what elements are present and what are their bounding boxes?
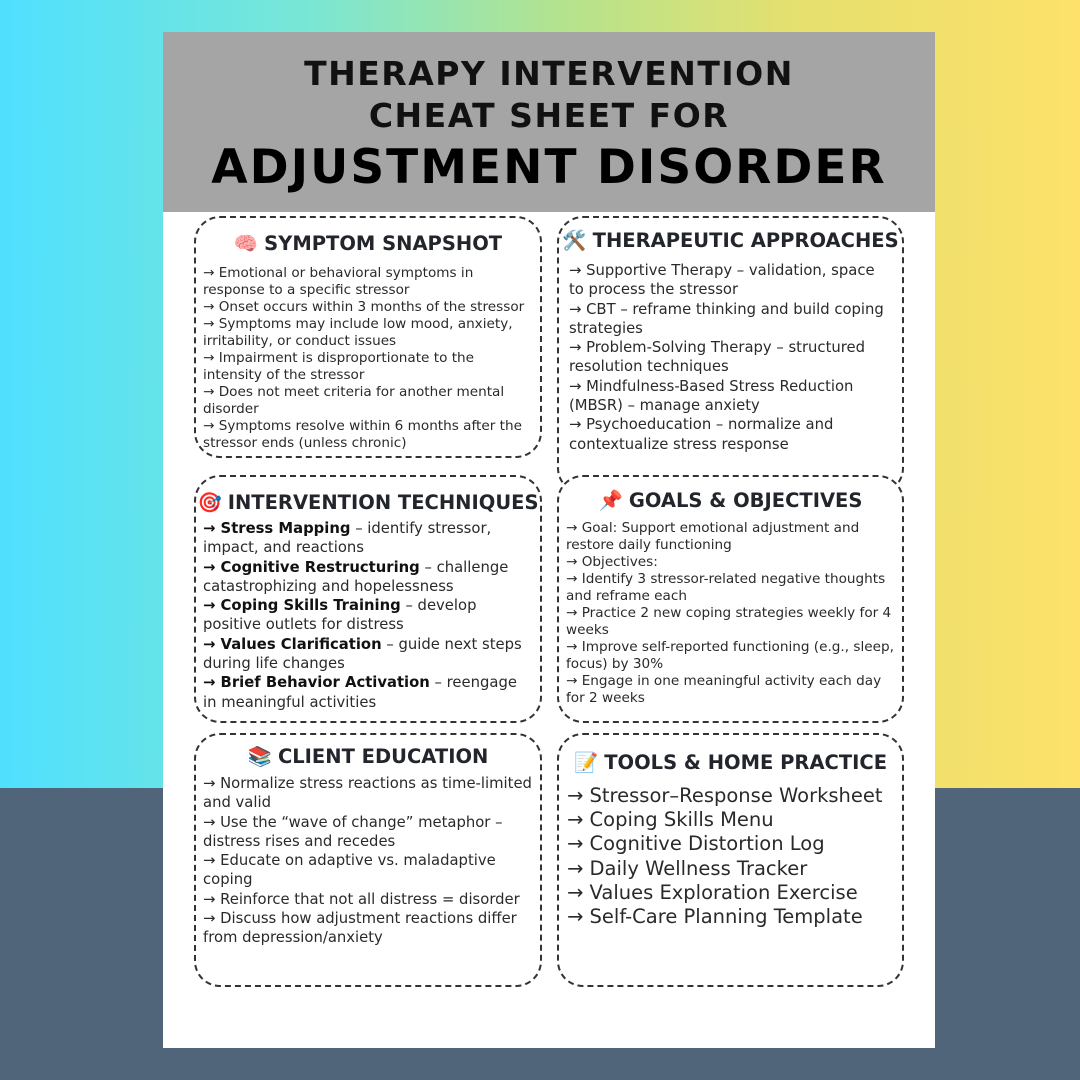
card-intervention-techniques	[194, 475, 542, 723]
list-item: → Does not meet criteria for another mental disorder	[203, 384, 505, 417]
item-description: – reengage in meaningful activities	[203, 674, 517, 711]
card-title-text: THERAPEUTIC APPROACHES	[592, 229, 899, 252]
list-item	[203, 635, 532, 674]
list-item: → Symptoms resolve within 6 months after the stressor ends (unless chronic)	[203, 418, 522, 451]
list-item: → Cognitive Distortion Log	[567, 832, 825, 856]
item-description: – challenge catastrophizing and hopelessness	[203, 558, 509, 595]
books-icon: 📚	[247, 745, 272, 768]
header-line-2: CHEAT SHEET FOR	[368, 96, 730, 135]
list-item: → Values Exploration Exercise	[567, 880, 858, 904]
card-title	[559, 229, 902, 252]
sheet-header	[163, 32, 935, 212]
item-term: → Coping Skills Training	[203, 597, 401, 615]
brain-icon: 🧠	[233, 232, 259, 255]
list-item: → CBT – reframe thinking and build coping strategies	[569, 300, 884, 337]
card-body	[196, 768, 540, 948]
list-item: → Educate on adaptive vs. maladaptive coping	[203, 852, 496, 889]
card-tools-home-practice	[557, 733, 904, 987]
list-item: → Improve self-reported functioning (e.g., sleep, focus) by 30%	[566, 639, 894, 672]
item-description: – identify stressor, impact, and reactions	[203, 520, 492, 557]
list-item: → Problem-Solving Therapy – structured resolution techniques	[569, 339, 866, 376]
card-symptom-snapshot	[194, 216, 542, 458]
card-therapeutic-approaches	[557, 216, 904, 494]
card-client-education	[194, 733, 542, 987]
list-item: → Coping Skills Menu	[567, 808, 774, 832]
target-icon: 🎯	[197, 491, 222, 514]
card-body	[559, 512, 902, 707]
card-title-text: TOOLS & HOME PRACTICE	[604, 751, 888, 774]
card-title-text: SYMPTOM SNAPSHOT	[264, 232, 503, 255]
card-title	[196, 232, 540, 255]
item-description: – develop positive outlets for distress	[203, 597, 477, 634]
header-line-1: THERAPY INTERVENTION	[304, 54, 794, 93]
card-title-text: GOALS & OBJECTIVES	[628, 489, 863, 512]
list-item: → Self-Care Planning Template	[567, 905, 863, 929]
list-item: → Normalize stress reactions as time-limited and valid	[203, 775, 532, 812]
item-term: → Cognitive Restructuring	[203, 558, 420, 576]
card-title	[196, 491, 540, 514]
card-body	[559, 252, 902, 454]
card-body	[196, 514, 540, 712]
list-item: → Engage in one meaningful activity each day for 2 weeks	[566, 673, 882, 706]
list-item	[203, 673, 532, 712]
list-item: → Discuss how adjustment reactions differ from depression/anxiety	[203, 910, 517, 947]
list-item: → Emotional or behavioral symptoms in response to a specific stressor	[203, 265, 474, 298]
list-item: → Daily Wellness Tracker	[567, 856, 808, 880]
list-item	[203, 558, 532, 597]
item-description: – guide next steps during life changes	[203, 635, 522, 673]
list-item: → Symptoms may include low mood, anxiety, irritability, or conduct issues	[203, 316, 513, 349]
pushpin-icon: 📌	[598, 489, 623, 512]
list-item: → Goal: Support emotional adjustment and restore daily functioning	[566, 520, 860, 553]
list-item: → Impairment is disproportionate to the intensity of the stressor	[203, 350, 475, 383]
memo-icon: 📝	[573, 751, 599, 774]
card-body	[196, 255, 540, 452]
list-item: → Reinforce that not all distress = disorder	[203, 890, 520, 908]
cheat-sheet	[163, 32, 935, 1048]
list-item: → Use the “wave of change” metaphor – distress rises and recedes	[203, 813, 503, 850]
header-title: ADJUSTMENT DISORDER	[211, 140, 887, 195]
card-title	[559, 489, 902, 512]
card-title-text: CLIENT EDUCATION	[277, 745, 489, 768]
item-term: → Stress Mapping	[203, 520, 351, 537]
list-item: → Mindfulness-Based Stress Reduction (MBSR) – manage anxiety	[569, 377, 854, 415]
list-item: → Onset occurs within 3 months of the stressor	[203, 299, 525, 315]
card-title-text: INTERVENTION TECHNIQUES	[227, 491, 539, 514]
list-item: → Objectives:	[566, 554, 658, 570]
card-body	[559, 774, 902, 929]
item-term: → Brief Behavior Activation	[203, 674, 430, 692]
item-term: → Values Clarification	[203, 635, 382, 653]
list-item	[203, 596, 532, 635]
tools-icon: 🛠️	[562, 229, 587, 252]
list-item: → Supportive Therapy – validation, space to process the stressor	[569, 262, 875, 299]
card-goals-objectives	[557, 475, 904, 723]
list-item: → Practice 2 new coping strategies weekly for 4 weeks	[566, 605, 892, 638]
list-item	[203, 519, 532, 558]
list-item: → Psychoeducation – normalize and contextualize stress response	[569, 416, 834, 453]
card-title	[559, 751, 902, 774]
list-item: → Stressor–Response Worksheet	[567, 784, 883, 807]
card-title	[196, 745, 540, 768]
list-item: → Identify 3 stressor-related negative thoughts and reframe each	[566, 571, 886, 604]
